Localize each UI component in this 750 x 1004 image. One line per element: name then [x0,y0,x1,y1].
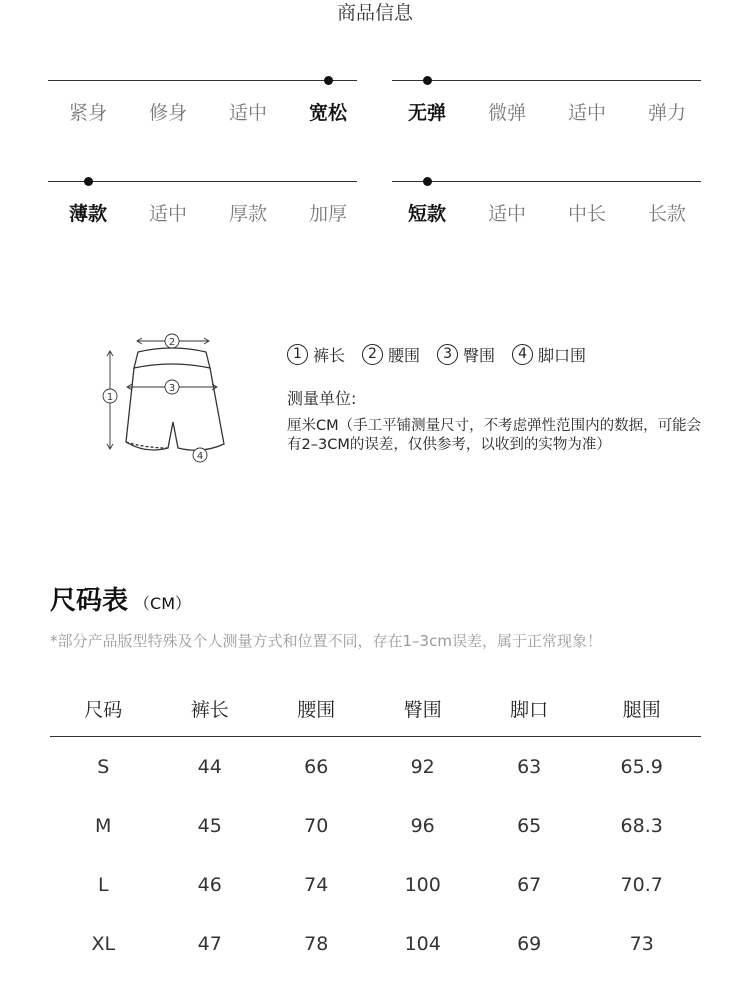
selected-dot [423,76,432,85]
table-cell: 65.9 [620,755,663,778]
marker-label: 3 [168,383,176,394]
table-cell: 100 [404,873,441,896]
table-cell: 46 [197,873,222,896]
scale-line [392,80,701,81]
table-cell: 63 [517,755,542,778]
selected-dot [423,177,432,186]
length-scale [392,181,701,241]
column-header: 臀围 [369,680,475,737]
legend-label: 裤长 [313,346,346,365]
table-cell: 45 [197,814,222,837]
scale-option: 适中 [487,203,526,225]
legend-label: 臀围 [463,346,496,365]
marker-label: 4 [196,451,204,462]
table-row [50,855,701,914]
table-cell: 92 [410,755,435,778]
scale-option: 弹力 [647,102,686,124]
table-cell: S [97,755,110,778]
scale-option: 中长 [567,203,606,225]
scale-option: 微弹 [487,102,526,124]
size-chart-title-text: 尺码表 [50,586,129,616]
scale-option: 无弹 [407,102,446,124]
scale-option: 紧身 [68,102,107,124]
legend-item [287,343,345,366]
unit-label: 测量单位: [287,389,357,408]
marker-label: 2 [168,337,176,348]
table-cell: M [95,814,112,837]
legend-number: 2 [362,344,383,365]
legend-number: 1 [287,344,308,365]
scale-option: 加厚 [308,203,347,225]
legend-number: 3 [437,344,458,365]
marker-label: 1 [106,392,114,403]
column-header: 尺码 [50,680,156,737]
legend-number: 4 [512,344,533,365]
legend-label: 腰围 [388,346,421,365]
legend-label: 脚口围 [538,346,587,365]
scale-option: 短款 [407,203,446,225]
selected-dot [324,76,333,85]
table-row [50,796,701,855]
column-header: 脚口 [476,680,582,737]
size-chart-unit: （CM） [134,594,191,613]
table-header-row [50,680,701,737]
scale-line [48,181,357,182]
scale-line [48,80,357,81]
size-table [50,680,701,973]
column-header: 裤长 [156,680,262,737]
section-title: 商品信息 [336,2,413,24]
scale-option: 宽松 [308,102,347,124]
shorts-diagram [98,330,238,470]
scale-option: 长款 [647,203,686,225]
table-cell: 67 [517,873,542,896]
table-cell: 78 [304,932,329,955]
table-cell: 104 [404,932,441,955]
legend-item [362,343,420,366]
size-chart-note: *部分产品版型特殊及个人测量方式和位置不同，存在1–3cm误差，属于正常现象！ [50,632,602,650]
waistband-outline [134,348,210,368]
table-cell: XL [91,932,116,955]
table-row [50,914,701,973]
table-cell: 70 [304,814,329,837]
table-cell: 69 [517,932,542,955]
table-cell: 44 [197,755,222,778]
unit-description: 厘米CM（手工平铺测量尺寸，不考虑弹性范围内的数据，可能会有2–3CM的误差，仅供参考，以收到的实物为准） [287,418,702,453]
table-cell: 66 [304,755,329,778]
scale-option: 适中 [228,102,267,124]
legend-item [512,343,586,366]
scale-option: 适中 [148,203,187,225]
scale-option: 薄款 [68,203,107,225]
selected-dot [84,177,93,186]
table-cell: 70.7 [620,873,663,896]
scale-line [392,181,701,182]
table-cell: 65 [517,814,542,837]
scale-option: 适中 [567,102,606,124]
thickness-scale [48,181,357,241]
table-cell: L [97,873,109,896]
legend-item [437,343,495,366]
column-header: 腰围 [263,680,369,737]
table-cell: 73 [629,932,654,955]
table-cell: 47 [197,932,222,955]
fit-scale [48,80,357,140]
scale-option: 厚款 [228,203,267,225]
table-cell: 68.3 [620,814,663,837]
measurement-legend [287,343,603,366]
size-chart-title [50,580,191,617]
scale-option: 修身 [148,102,187,124]
table-cell: 96 [410,814,435,837]
column-header: 腿围 [582,680,701,737]
table-cell: 74 [304,873,329,896]
table-row [50,737,701,797]
elasticity-scale [392,80,701,140]
